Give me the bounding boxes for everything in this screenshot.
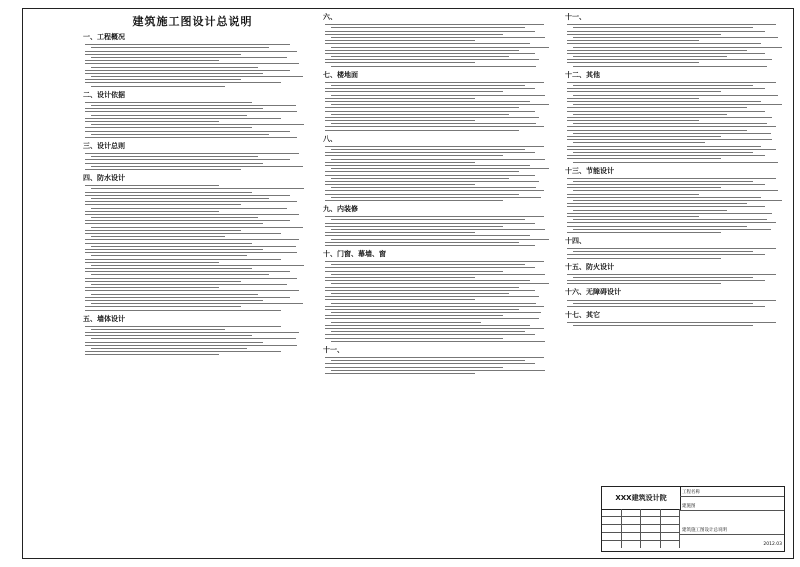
text-line bbox=[567, 146, 761, 147]
text-line bbox=[325, 280, 530, 281]
text-line bbox=[331, 274, 545, 275]
text-line bbox=[325, 126, 544, 127]
text-line bbox=[567, 62, 699, 63]
text-line bbox=[325, 299, 475, 300]
text-line bbox=[573, 123, 767, 124]
text-line bbox=[573, 114, 727, 115]
text-line bbox=[85, 201, 297, 202]
text-line bbox=[331, 312, 541, 313]
text-line bbox=[85, 118, 281, 119]
text-line bbox=[325, 24, 544, 25]
text-line bbox=[91, 217, 258, 218]
text-line bbox=[567, 130, 747, 131]
text-line bbox=[325, 130, 519, 131]
text-line bbox=[567, 222, 776, 223]
tb-sign-row bbox=[602, 533, 680, 541]
text-line bbox=[85, 214, 299, 215]
text-line bbox=[325, 318, 539, 319]
text-line bbox=[331, 187, 536, 188]
text-line bbox=[331, 303, 536, 304]
text-line bbox=[567, 178, 776, 179]
text-line bbox=[325, 107, 519, 108]
text-line bbox=[85, 153, 299, 154]
text-line bbox=[567, 226, 747, 227]
text-line bbox=[325, 62, 475, 63]
text-line bbox=[91, 198, 269, 199]
text-line bbox=[325, 271, 503, 272]
text-line bbox=[85, 230, 241, 231]
text-line bbox=[91, 86, 225, 87]
text-line bbox=[91, 303, 303, 304]
text-line bbox=[567, 158, 721, 159]
column-2 bbox=[321, 9, 549, 558]
tb-sign-row bbox=[602, 517, 680, 525]
text-line bbox=[85, 127, 252, 128]
text-line bbox=[85, 268, 252, 269]
text-line bbox=[91, 188, 304, 189]
text-line bbox=[325, 232, 475, 233]
text-line bbox=[331, 95, 545, 96]
text-line bbox=[573, 85, 753, 86]
text-line bbox=[85, 287, 219, 288]
text-line bbox=[325, 367, 503, 368]
text-line bbox=[85, 195, 290, 196]
text-line bbox=[91, 274, 269, 275]
text-line bbox=[85, 163, 263, 164]
drawing-sheet bbox=[22, 8, 794, 559]
text-line bbox=[573, 162, 778, 163]
text-line bbox=[573, 37, 778, 38]
text-line bbox=[325, 152, 535, 153]
text-line bbox=[325, 40, 475, 41]
text-line bbox=[325, 242, 519, 243]
text-line bbox=[331, 322, 481, 323]
text-line bbox=[567, 197, 761, 198]
text-line bbox=[85, 204, 241, 205]
text-line bbox=[331, 197, 541, 198]
text-line bbox=[91, 338, 296, 339]
text-line bbox=[85, 332, 299, 333]
text-line bbox=[325, 223, 535, 224]
text-line bbox=[567, 283, 721, 284]
text-line bbox=[325, 309, 519, 310]
text-line bbox=[567, 216, 699, 217]
text-line bbox=[91, 47, 269, 48]
text-line bbox=[85, 54, 241, 55]
text-line bbox=[567, 31, 765, 32]
text-line bbox=[567, 126, 776, 127]
text-line bbox=[85, 223, 263, 224]
text-line bbox=[85, 192, 252, 193]
text-line bbox=[91, 115, 247, 116]
drawing-date: 2012.03 bbox=[763, 542, 782, 547]
drawing-title: 建筑施工图设计总说明 bbox=[680, 527, 784, 535]
text-line bbox=[91, 134, 269, 135]
text-line bbox=[573, 56, 727, 57]
text-line bbox=[91, 124, 304, 125]
text-line bbox=[567, 111, 765, 112]
section-heading: 三、设计总则 bbox=[83, 141, 125, 150]
section-heading: 十五、防火设计 bbox=[565, 262, 614, 271]
text-line bbox=[85, 211, 219, 212]
section-heading: 十、门窗、幕墙、窗 bbox=[323, 249, 386, 258]
section-heading: 十六、无障碍设计 bbox=[565, 288, 621, 297]
text-line bbox=[567, 213, 772, 214]
text-line bbox=[85, 44, 290, 45]
text-line bbox=[325, 334, 535, 335]
text-line bbox=[85, 262, 219, 263]
text-line bbox=[85, 159, 290, 160]
title-block bbox=[601, 486, 785, 552]
text-line bbox=[331, 360, 525, 361]
text-line bbox=[325, 290, 535, 291]
text-line bbox=[567, 280, 765, 281]
section-heading: 九、内装修 bbox=[323, 205, 358, 213]
text-line bbox=[85, 354, 219, 355]
text-line bbox=[331, 341, 545, 342]
text-line bbox=[325, 338, 503, 339]
text-line bbox=[325, 165, 530, 166]
text-line bbox=[567, 43, 761, 44]
text-line bbox=[567, 40, 699, 41]
text-line bbox=[567, 117, 772, 118]
project-name: 工程名称 bbox=[680, 489, 784, 497]
text-line bbox=[573, 219, 767, 220]
text-line bbox=[573, 142, 705, 143]
text-line bbox=[567, 300, 776, 301]
text-line bbox=[325, 43, 530, 44]
text-line bbox=[85, 82, 281, 83]
text-line bbox=[325, 181, 539, 182]
text-line bbox=[325, 59, 539, 60]
text-line bbox=[91, 284, 287, 285]
text-line bbox=[325, 200, 503, 201]
text-line bbox=[91, 255, 247, 256]
text-line bbox=[325, 91, 503, 92]
text-line bbox=[85, 51, 297, 52]
text-line bbox=[85, 259, 281, 260]
section-heading: 十二、其他 bbox=[565, 70, 600, 79]
text-line bbox=[85, 73, 263, 74]
text-line bbox=[85, 306, 241, 307]
text-line bbox=[567, 248, 776, 249]
text-line bbox=[85, 351, 281, 352]
text-line bbox=[91, 67, 258, 68]
section-heading: 七、楼地面 bbox=[323, 70, 358, 79]
text-line bbox=[85, 169, 241, 170]
text-line bbox=[567, 322, 776, 323]
text-line bbox=[573, 303, 753, 304]
section-heading: 十三、节能设计 bbox=[565, 166, 614, 175]
text-line bbox=[573, 133, 771, 134]
text-line bbox=[331, 229, 545, 230]
tb-right bbox=[680, 487, 784, 551]
text-line bbox=[91, 105, 296, 106]
section-heading: 六、 bbox=[323, 13, 337, 21]
text-line bbox=[91, 76, 303, 77]
text-line bbox=[85, 335, 252, 336]
text-line bbox=[567, 139, 772, 140]
text-line bbox=[85, 281, 241, 282]
text-line bbox=[85, 60, 219, 61]
text-line bbox=[325, 328, 544, 329]
text-line bbox=[567, 101, 761, 102]
text-line bbox=[85, 252, 297, 253]
text-line bbox=[325, 34, 503, 35]
text-line bbox=[325, 315, 503, 316]
text-line bbox=[567, 82, 776, 83]
text-line bbox=[91, 236, 225, 237]
text-line bbox=[331, 104, 549, 105]
text-line bbox=[331, 85, 525, 86]
section-heading: 一、工程概况 bbox=[83, 33, 125, 41]
text-line bbox=[573, 104, 782, 105]
section-heading: 十四、 bbox=[565, 236, 586, 245]
drawing-type: 建施图 bbox=[680, 503, 784, 511]
text-line bbox=[85, 233, 281, 234]
text-line bbox=[573, 190, 778, 191]
text-line bbox=[573, 27, 753, 28]
text-line bbox=[567, 59, 772, 60]
text-line bbox=[325, 277, 475, 278]
text-line bbox=[325, 306, 544, 307]
text-line bbox=[325, 31, 535, 32]
text-line bbox=[325, 82, 544, 83]
text-line bbox=[91, 156, 258, 157]
text-line bbox=[325, 117, 539, 118]
text-line bbox=[91, 208, 287, 209]
text-line bbox=[325, 245, 535, 246]
text-line bbox=[567, 206, 765, 207]
text-line bbox=[91, 329, 225, 330]
text-line bbox=[567, 136, 721, 137]
text-line bbox=[567, 184, 765, 185]
text-line bbox=[85, 278, 297, 279]
text-line bbox=[325, 184, 475, 185]
text-line bbox=[331, 331, 525, 332]
text-line bbox=[331, 47, 549, 48]
text-line bbox=[325, 162, 475, 163]
text-line bbox=[325, 226, 503, 227]
text-line bbox=[91, 294, 258, 295]
text-line bbox=[331, 168, 549, 169]
text-line bbox=[573, 325, 753, 326]
text-line bbox=[85, 345, 297, 346]
text-line bbox=[85, 70, 290, 71]
text-line bbox=[573, 95, 778, 96]
text-line bbox=[85, 239, 299, 240]
text-line bbox=[331, 264, 525, 265]
text-line bbox=[567, 50, 747, 51]
text-line bbox=[331, 370, 545, 371]
tb-sign-row bbox=[602, 525, 680, 533]
tb-sign-row bbox=[602, 509, 680, 517]
text-line bbox=[567, 120, 699, 121]
text-line bbox=[91, 166, 303, 167]
text-line bbox=[85, 300, 263, 301]
text-line bbox=[91, 265, 304, 266]
text-line bbox=[573, 200, 782, 201]
text-line bbox=[325, 101, 530, 102]
text-line bbox=[85, 297, 290, 298]
text-line bbox=[567, 194, 699, 195]
text-line bbox=[331, 27, 525, 28]
text-line bbox=[567, 254, 765, 255]
column-3 bbox=[563, 9, 783, 558]
text-line bbox=[325, 171, 519, 172]
column-1 bbox=[81, 9, 304, 558]
text-line bbox=[567, 149, 776, 150]
section-heading: 八、 bbox=[323, 134, 337, 143]
text-line bbox=[325, 111, 535, 112]
text-line bbox=[573, 210, 727, 211]
text-line bbox=[325, 325, 530, 326]
text-line bbox=[331, 123, 536, 124]
text-line bbox=[567, 91, 721, 92]
text-line bbox=[85, 290, 299, 291]
text-line bbox=[325, 50, 519, 51]
text-line bbox=[331, 37, 545, 38]
text-line bbox=[331, 66, 536, 67]
text-line bbox=[325, 53, 535, 54]
text-line bbox=[573, 181, 753, 182]
text-line bbox=[85, 102, 252, 103]
text-line bbox=[573, 47, 782, 48]
text-line bbox=[331, 56, 509, 57]
text-line bbox=[331, 159, 545, 160]
text-line bbox=[325, 88, 535, 89]
text-line bbox=[85, 185, 219, 186]
text-line bbox=[325, 155, 503, 156]
text-line bbox=[567, 34, 721, 35]
text-line bbox=[331, 219, 525, 220]
text-line bbox=[325, 373, 475, 374]
text-line bbox=[91, 246, 296, 247]
text-line bbox=[85, 131, 290, 132]
text-line bbox=[85, 310, 281, 311]
text-line bbox=[325, 190, 544, 191]
org-name: XXX建筑设计院 bbox=[602, 487, 681, 510]
text-line bbox=[567, 88, 765, 89]
text-line bbox=[85, 220, 290, 221]
tb-sign-row bbox=[602, 541, 680, 548]
text-line bbox=[573, 152, 753, 153]
text-line bbox=[567, 24, 776, 25]
text-line bbox=[331, 178, 509, 179]
section-heading: 十七、其它 bbox=[565, 310, 600, 319]
text-line bbox=[85, 111, 297, 112]
text-line bbox=[85, 63, 299, 64]
text-line bbox=[325, 216, 544, 217]
text-line bbox=[85, 108, 263, 109]
text-line bbox=[325, 261, 544, 262]
text-line bbox=[325, 194, 519, 195]
text-line bbox=[567, 274, 776, 275]
text-line bbox=[325, 296, 539, 297]
text-line bbox=[567, 203, 747, 204]
text-line bbox=[567, 98, 699, 99]
doc-title: 建筑施工图设计总说明 bbox=[132, 15, 253, 28]
text-line bbox=[325, 98, 475, 99]
text-line bbox=[91, 227, 303, 228]
text-line bbox=[331, 283, 549, 284]
section-heading: 十一、 bbox=[565, 13, 586, 21]
text-line bbox=[91, 348, 247, 349]
text-line bbox=[567, 107, 747, 108]
text-line bbox=[85, 121, 219, 122]
text-line bbox=[331, 293, 509, 294]
text-line bbox=[567, 187, 721, 188]
text-line bbox=[567, 155, 765, 156]
text-line bbox=[573, 251, 753, 252]
text-line bbox=[85, 326, 281, 327]
text-line bbox=[567, 306, 765, 307]
text-line bbox=[573, 277, 753, 278]
text-line bbox=[91, 57, 287, 58]
text-line bbox=[325, 267, 535, 268]
text-line bbox=[325, 175, 535, 176]
section-heading: 四、防水设计 bbox=[83, 174, 125, 182]
section-heading: 二、设计依据 bbox=[83, 90, 125, 99]
text-line bbox=[325, 287, 519, 288]
text-line bbox=[325, 235, 530, 236]
text-line bbox=[331, 114, 509, 115]
text-line bbox=[567, 258, 721, 259]
text-line bbox=[331, 149, 525, 150]
text-line bbox=[85, 271, 290, 272]
text-line bbox=[85, 243, 252, 244]
text-line bbox=[85, 79, 241, 80]
text-line bbox=[573, 66, 767, 67]
text-line bbox=[85, 249, 263, 250]
text-line bbox=[325, 120, 475, 121]
text-line bbox=[85, 342, 263, 343]
section-heading: 十一、 bbox=[323, 345, 344, 354]
text-line bbox=[567, 232, 721, 233]
text-line bbox=[331, 239, 549, 240]
section-heading: 五、墙体设计 bbox=[83, 314, 125, 323]
text-line bbox=[325, 357, 544, 358]
text-line bbox=[325, 363, 535, 364]
text-line bbox=[573, 229, 771, 230]
text-line bbox=[567, 53, 765, 54]
text-line bbox=[325, 146, 544, 147]
text-line bbox=[85, 137, 297, 138]
